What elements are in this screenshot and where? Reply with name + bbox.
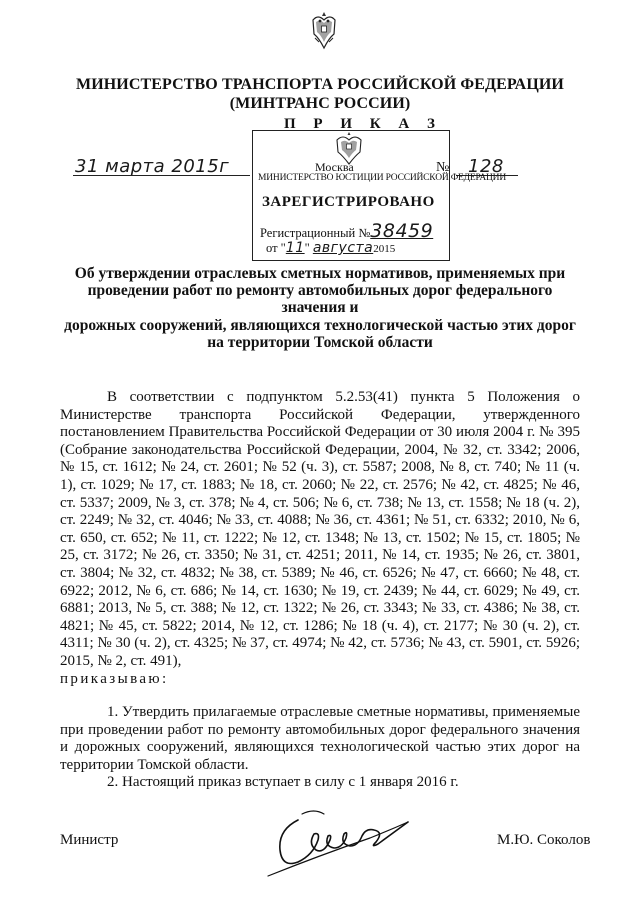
stamp-date-month: августа <box>312 240 374 256</box>
stamp-date-line <box>266 240 395 256</box>
order-date: 31 марта 2015г <box>75 156 230 177</box>
stamp-registered-label: ЗАРЕГИСТРИРОВАНО <box>262 194 435 210</box>
date-underline <box>73 175 250 176</box>
preamble-text: В соответствии с подпунктом 5.2.53(41) пункта 5 Положения о Министерстве транспорта Российской Федерации, утвержденного постановлением Правительства Российской Федерации от 30 июля 2004 г. № 395 (Собрание законодательства Российской Федерации, 2004, № 32, ст. 3342; 2006, № 15, ст. 1612; № 24, ст. 2601; № 52 (ч. 3), ст. 5587; 2008, № 8, ст. 740; № 11 (ч. 1), ст. 1029; № 17, ст. 1883; № 18, ст. 2060; № 22, ст. 2576; № 42, ст. 4825; № 46, ст. 5337; 2009, № 3, ст. 378; № 4, ст. 506; № 6, ст. 738; № 13, ст. 1558; № 18 (ч. 2), ст. 2249; № 32, ст. 4046; № 33, ст. 4088; № 36, ст. 4361; № 51, ст. 6332; 2010, № 6, ст. 650, ст. 652; № 11, ст. 1222; № 12, ст. 1348; № 13, ст. 1502; № 15, ст. 1805; № 25, ст. 3172; № 26, ст. 3350; № 31, ст. 4251; 2011, № 14, ст. 1935; № 26, ст. 3801, ст. 3804; № 32, ст. 4832; № 38, ст. 5389; № 46, ст. 6526; № 47, ст. 6660; № 48, ст. 6922; 2012, № 6, ст. 686; № 14, ст. 1630; № 19, ст. 2439; № 44, ст. 6029; № 49, ст. 6881; 2013, № 5, ст. 388; № 12, ст. 1322; № 26, ст. 3343; № 33, ст. 4386; № 38, ст. 4821; № 45, ст. 5822; 2014, № 12, ст. 1286; № 18 (ч. 4), ст. 2177; № 30 (ч. 2), ст. 4311; № 30 (ч. 2), ст. 4325; № 37, ст. 4974; № 42, ст. 5736; № 43, ст. 5901, ст. 5926; 2015, № 2, ст. 491), <box>60 389 580 669</box>
stamp-date-prefix: от " <box>266 241 286 255</box>
order-item: 2. Настоящий приказ вступает в силу с 1 января 2016 г. <box>107 774 459 791</box>
stamp-date-day: 11 <box>285 240 305 256</box>
ministry-short-name: (МИНТРАНС РОССИИ) <box>229 95 411 112</box>
title-line: дорожных сооружений, являющихся технологической частью этих дорог <box>64 316 576 334</box>
order-item: 1. Утвердить прилагаемые отраслевые сметные нормативы, применяемые при проведении работ по ремонту автомобильных дорог федерального значения и дорожных сооружений, являющихся технологической частью этих дорог на территории Томской области. <box>60 704 580 773</box>
title-line: на территории Томской области <box>207 333 433 351</box>
order-word: приказываю: <box>60 670 169 687</box>
number-sign: № <box>436 160 450 175</box>
stamp-organization: МИНИСТЕРСТВО ЮСТИЦИИ РОССИЙСКОЙ ФЕДЕРАЦИИ <box>258 173 507 183</box>
title-line: Об утверждении отраслевых сметных нормативов, применяемых при <box>74 265 566 282</box>
stamp-date-year: 2015 <box>373 243 396 255</box>
russian-coat-of-arms-icon <box>309 8 339 52</box>
stamp-reg-number: 38459 <box>370 220 434 242</box>
title-line: проведении работ по ремонту автомобильных дорог федерального значения и <box>87 282 553 317</box>
signer-name: М.Ю. Соколов <box>497 832 591 848</box>
stamp-reg-label: Регистрационный № <box>260 226 371 240</box>
signer-position: Министр <box>60 832 119 848</box>
stamp-date-mid: " <box>304 241 313 255</box>
handwritten-signature-icon <box>258 800 418 878</box>
ministry-name: МИНИСТЕРСТВО ТРАНСПОРТА РОССИЙСКОЙ ФЕДЕРАЦИИ <box>76 76 564 93</box>
city-label: Москва <box>315 160 354 174</box>
order-items <box>60 704 580 792</box>
doc-type-heading: П Р И К А З <box>284 116 442 132</box>
order-title <box>60 265 580 351</box>
stamp-registration-line <box>260 220 433 242</box>
order-number: 128 <box>468 156 504 177</box>
preamble-paragraph <box>60 389 580 688</box>
